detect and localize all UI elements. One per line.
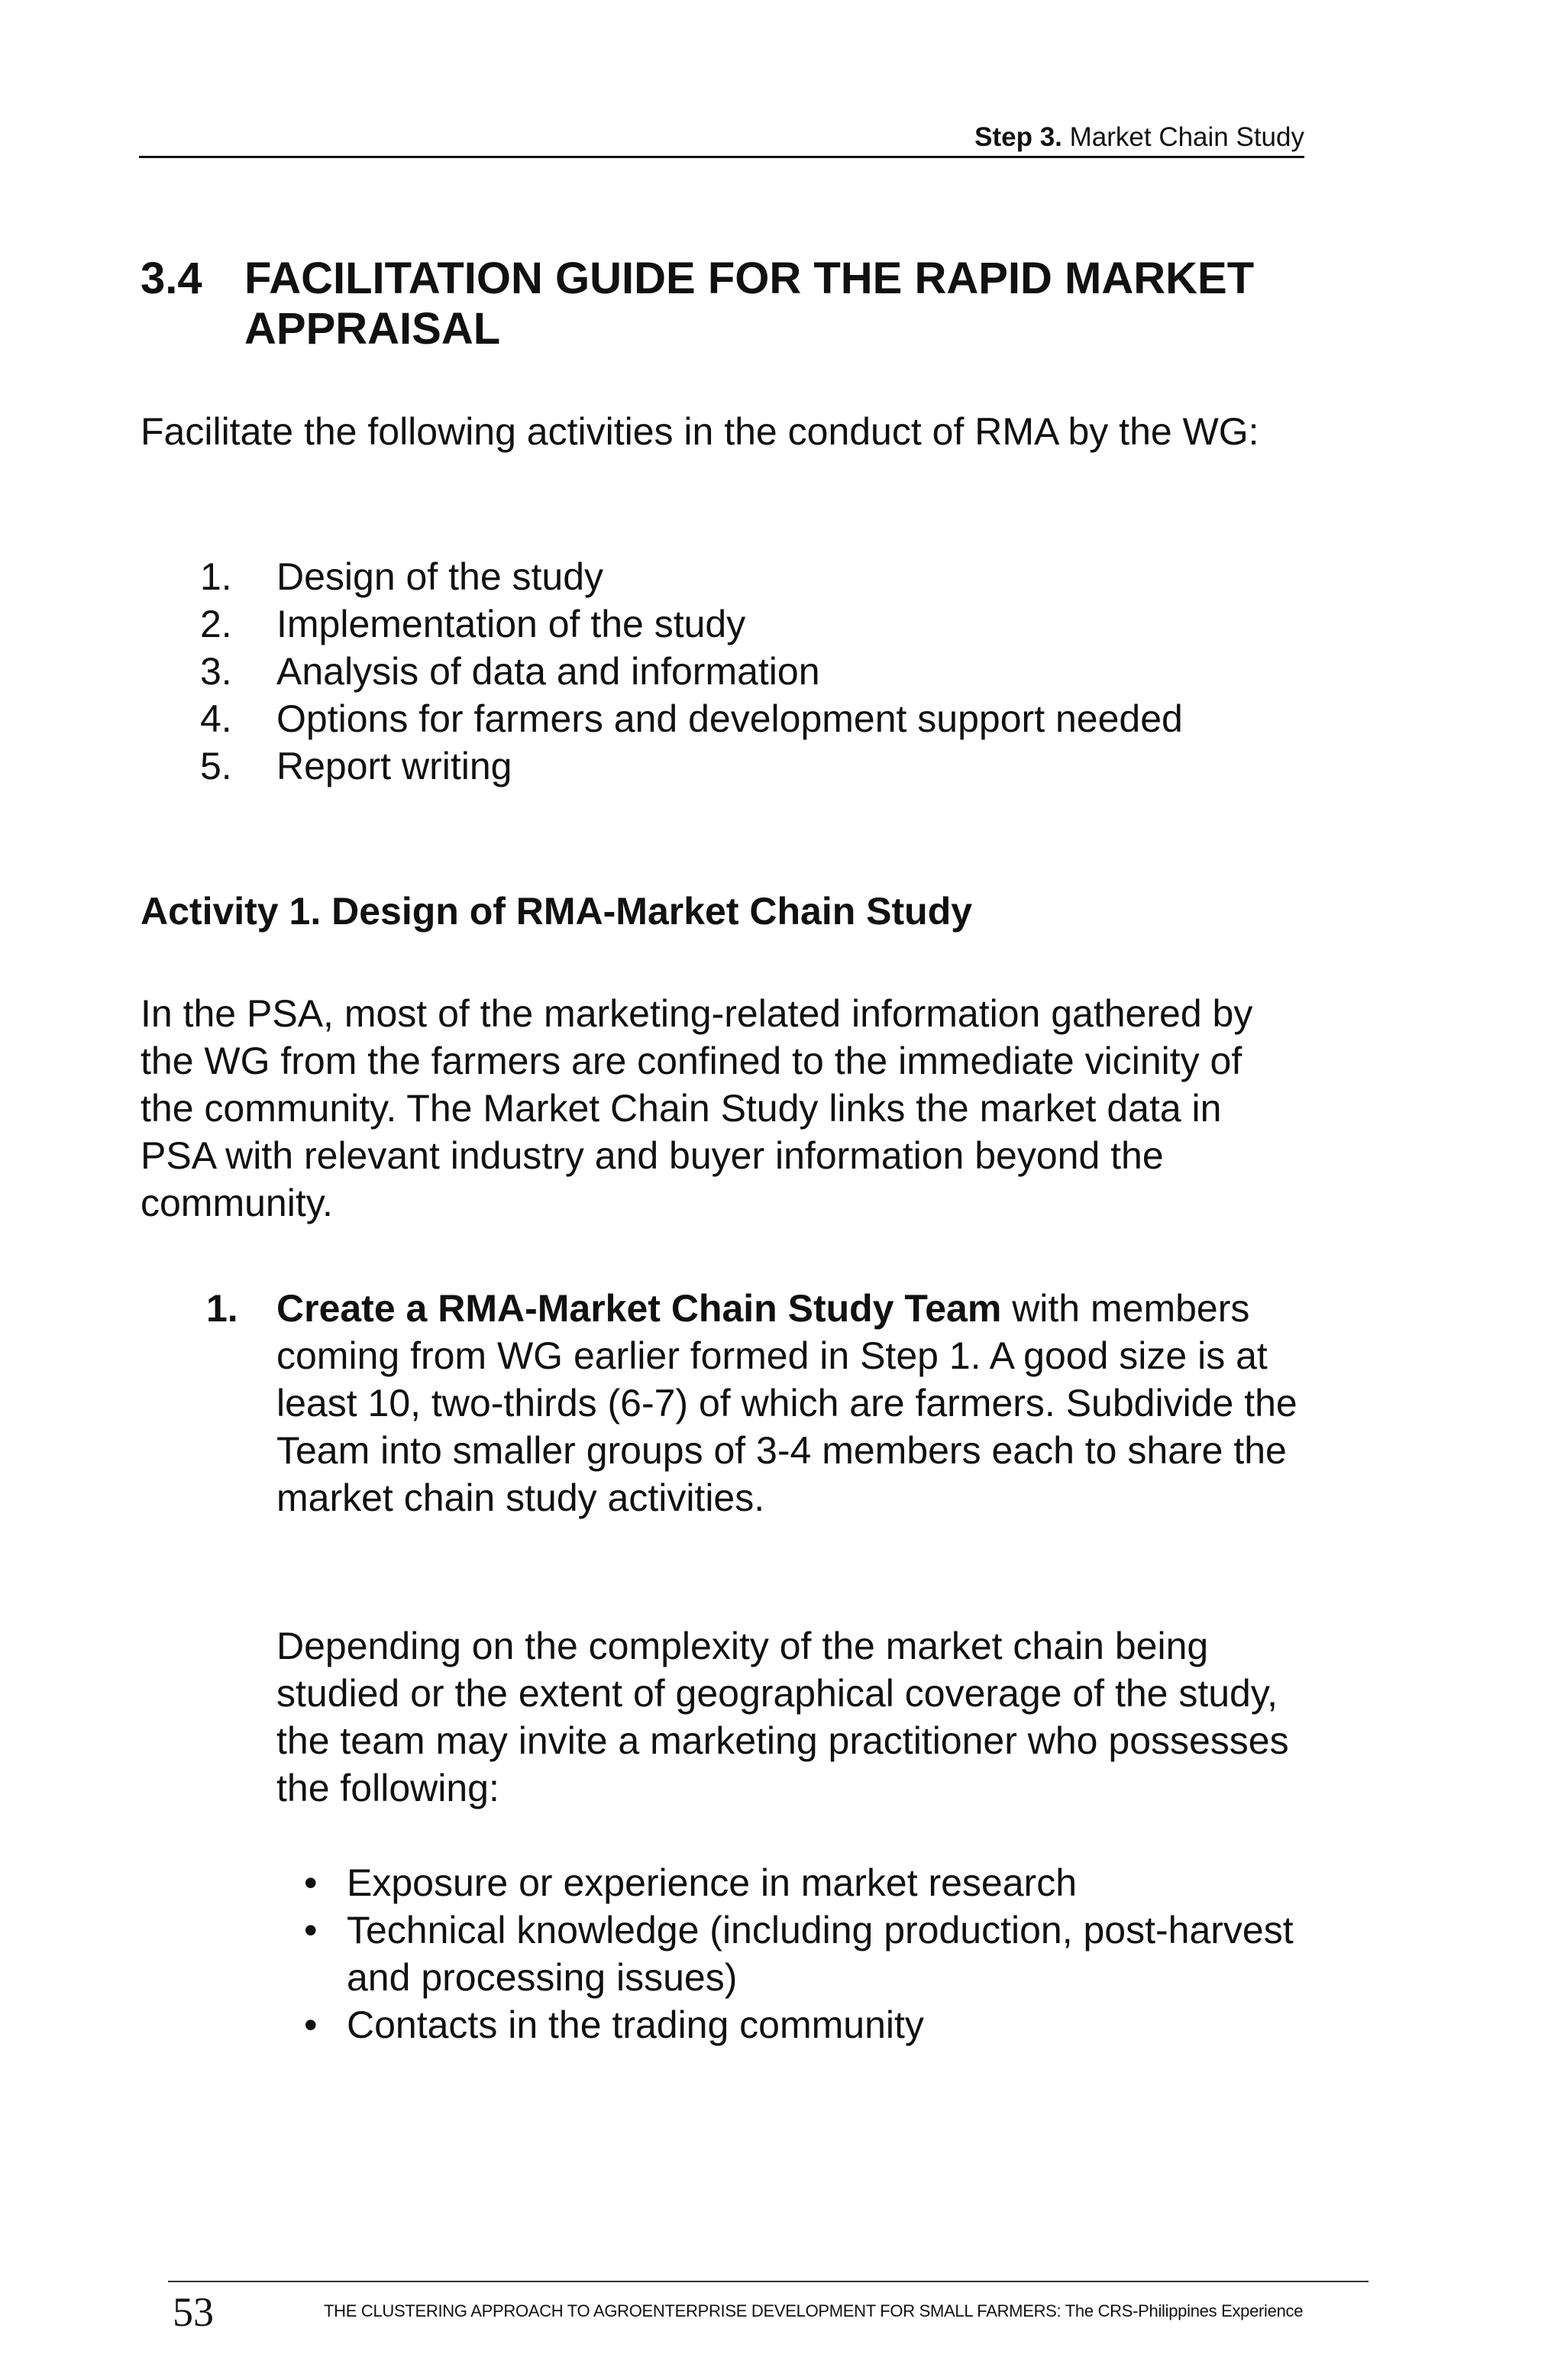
bullet-text: Exposure or experience in market research xyxy=(347,1861,1078,1904)
activities-list xyxy=(200,553,1330,790)
list-item-number: 5. xyxy=(200,745,232,787)
step-text: with members coming from WG earlier formed in Step 1. A good size is at least 10, two-thirds (6-7) of which are farmers. Subdivide the Team into smaller groups of 3-4 members each to share the market chain study activities. xyxy=(276,1287,1297,1519)
bullet-text: Contacts in the trading community xyxy=(347,2003,924,2046)
section-number: 3.4 xyxy=(141,254,202,303)
bullet-list xyxy=(304,1859,1297,2049)
activity-paragraph: In the PSA, most of the marketing-related information gathered by the WG from the farmers are confined to the immediate vicinity of the community. The Market Chain Study links the market data in PSA with relevant industry and buyer information beyond the community. xyxy=(141,992,1253,1224)
list-item xyxy=(200,742,1330,790)
footer-title: THE CLUSTERING APPROACH TO AGROENTERPRISE DEVELOPMENT FOR SMALL FARMERS: The CRS-Philippines Experience xyxy=(324,2301,1304,2320)
step-bold-lead: Create a RMA-Market Chain Study Team xyxy=(276,1287,1002,1330)
intro-paragraph: Facilitate the following activities in the conduct of RMA by the WG: xyxy=(141,410,1259,453)
activity-heading: Activity 1. Design of RMA-Market Chain Study xyxy=(141,890,973,933)
running-header xyxy=(139,119,1304,158)
list-item-number: 2. xyxy=(200,603,232,645)
bullet-icon: • xyxy=(304,1909,318,1952)
list-item xyxy=(200,648,1330,695)
bullet-item xyxy=(304,1906,1297,2001)
bullet-icon: • xyxy=(304,2003,318,2046)
list-item xyxy=(200,600,1330,648)
list-item-label: Analysis of data and information xyxy=(276,650,820,693)
list-item xyxy=(200,695,1330,742)
running-header-title: Market Chain Study xyxy=(1069,122,1304,152)
step-sub-paragraph: Depending on the complexity of the market chain being studied or the extent of geographical coverage of the study, the team may invite a marketing practitioner who possesses the following: xyxy=(276,1625,1289,1809)
list-item-label: Options for farmers and development support needed xyxy=(276,697,1183,740)
bullet-text: Technical knowledge (including production, post-harvest and processing issues) xyxy=(347,1909,1294,1999)
list-item-label: Implementation of the study xyxy=(276,603,746,645)
list-item-number: 3. xyxy=(200,650,232,693)
footer-divider xyxy=(168,2281,1368,2282)
list-item-number: 1. xyxy=(200,555,232,598)
list-item-label: Design of the study xyxy=(276,555,604,598)
bullet-icon: • xyxy=(304,1861,318,1904)
list-item-label: Report writing xyxy=(276,745,512,787)
list-item xyxy=(200,553,1330,600)
bullet-item xyxy=(304,1859,1297,1906)
list-item-number: 4. xyxy=(200,697,232,740)
step-body xyxy=(276,1285,1307,1521)
step-number: 1. xyxy=(206,1287,238,1330)
page-number: 53 xyxy=(173,2289,214,2335)
running-header-step: Step 3. xyxy=(974,122,1062,152)
bullet-item xyxy=(304,2001,1297,2049)
section-title: FACILITATION GUIDE FOR THE RAPID MARKET APPRAISAL xyxy=(244,254,1255,354)
